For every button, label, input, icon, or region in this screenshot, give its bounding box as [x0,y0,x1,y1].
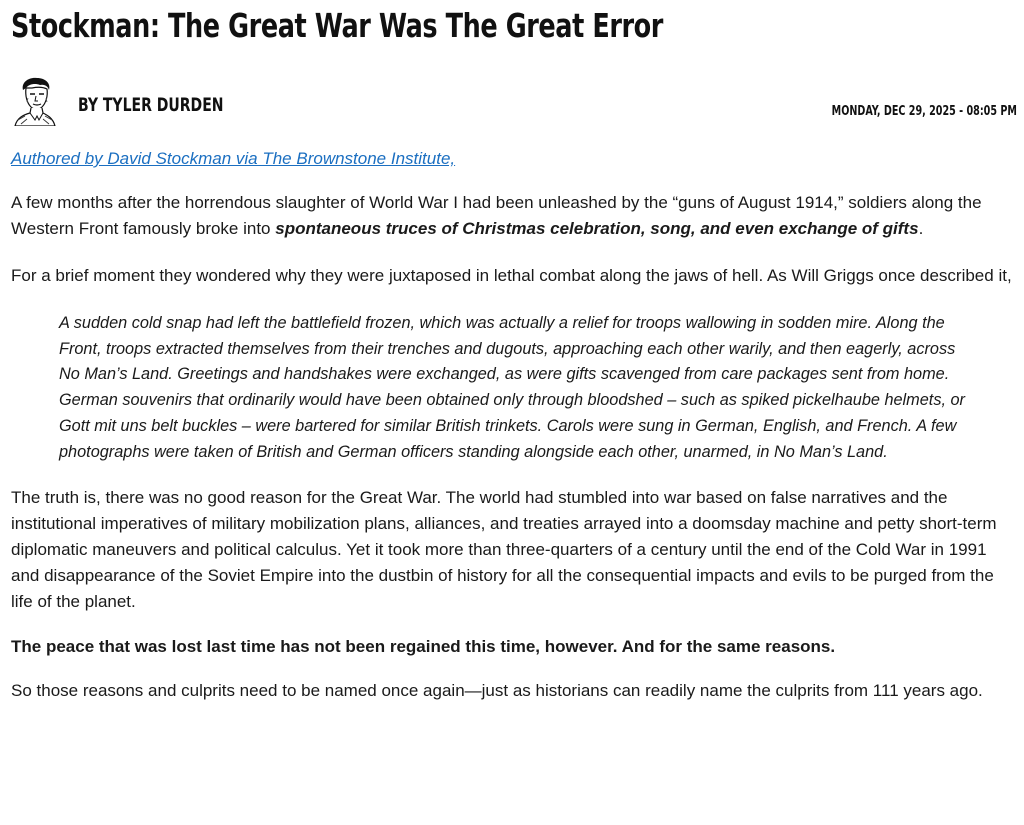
paragraph-3: The truth is, there was no good reason for the Great War. The world had stumbled into war based on false narratives and the institutional imperatives of military mobilization plans, alliances, and treaties arrayed into a doomsday machine and petty short-term diplomatic maneuvers and political calculus. Yet it took more than three-quarters of a century until the end of the Cold War in 1991 and disappearance of the Soviet Empire into the dustbin of history for all the consequential impacts and evils to be purged from the life of the planet. [11,488,997,612]
author-name[interactable]: BY TYLER DURDEN [78,94,224,116]
paragraph-5: So those reasons and culprits need to be named once again—just as historians can readily name the culprits from 111 years ago. [11,681,983,701]
paragraph-1-text: A few months after the horrendous slaughter of World War I had been unleashed by the “guns of August 1914,” soldiers along the Western Front famously broke into [11,193,982,238]
paragraph-1 [11,190,1017,242]
block-quote: A sudden cold snap had left the battlefield frozen, which was actually a relief for troops wallowing in sodden mire. Along the Front, troops extracted themselves from their trenches and dugouts, approaching each other warily, and then eagerly, across No Man’s Land. Greetings and handshakes were exchanged, as were gifts scavenged from care packages sent from home. German souvenirs that ordinarily would have been obtained only through bloodshed – such as spiked pickelhaube helmets, or Gott mit uns belt buckles – were bartered for similar British trinkets. Carols were sung in German, English, and French. A few photographs were taken of British and German officers standing alongside each other, unarmed, in No Man’s Land. [59,314,965,461]
paragraph-1-end: . [918,219,924,238]
byline [11,76,1017,138]
article-title: Stockman: The Great War Was The Great Error [11,6,663,45]
publish-date: MONDAY, DEC 29, 2025 - 08:05 PM [831,104,1017,119]
paragraph-1-emphasis: spontaneous truces of Christmas celebration, song, and even exchange of gifts [275,219,919,238]
paragraph-2: For a brief moment they wondered why they were juxtaposed in lethal combat along the jaws of hell. As Will Griggs once described it, [11,266,1012,285]
attribution-link[interactable]: Authored by David Stockman via The Brownstone Institute, [11,149,456,168]
paragraph-4: The peace that was lost last time has not been regained this time, however. And for the same reasons. [11,637,836,657]
author-avatar-icon[interactable] [13,76,57,126]
